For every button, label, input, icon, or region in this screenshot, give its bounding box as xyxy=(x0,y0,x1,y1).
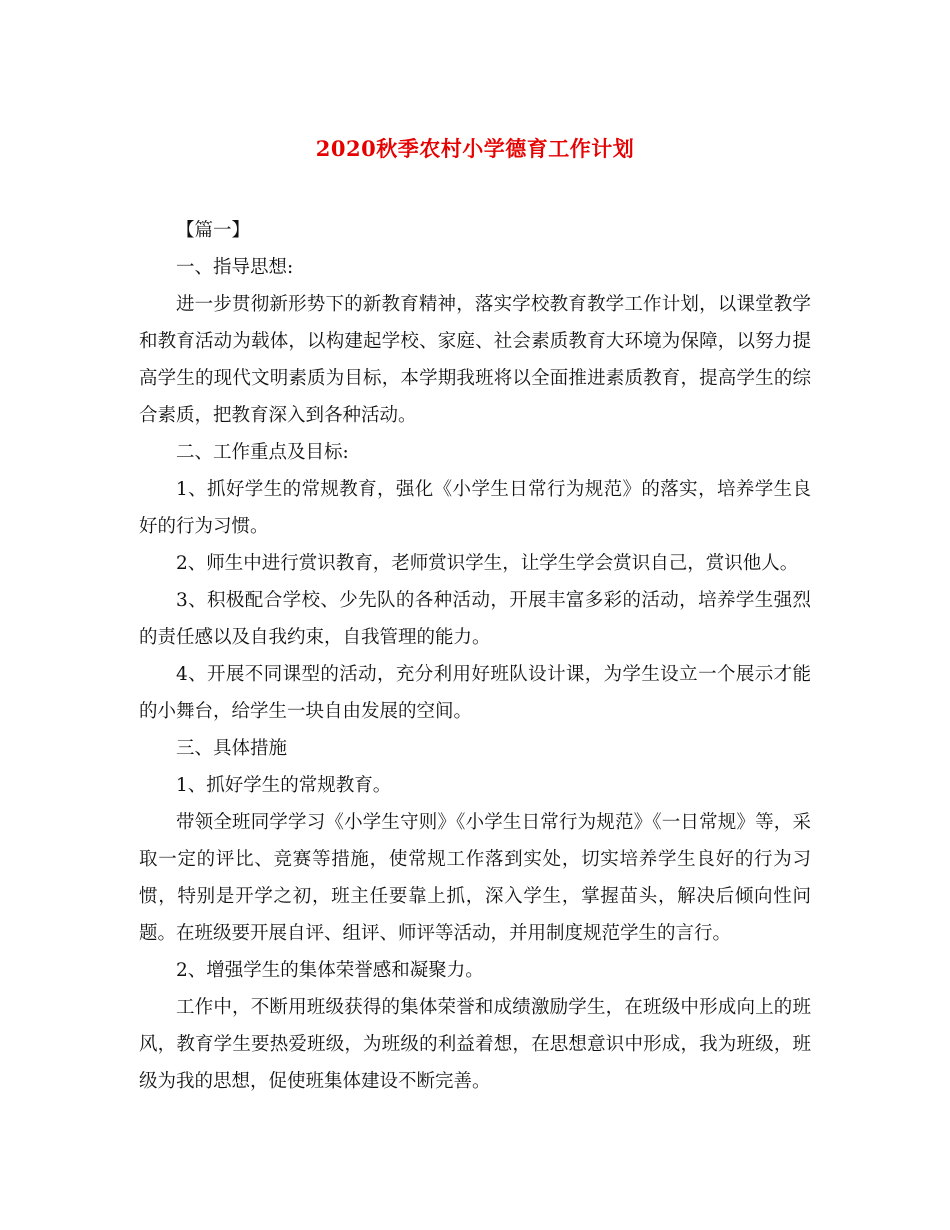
paragraph: 3、积极配合学校、少先队的各种活动，开展丰富多彩的活动，培养学生强烈的责任感以及自我约束，自我管理的能力。 xyxy=(139,590,811,648)
paragraph: 工作中，不断用班级获得的集体荣誉和成绩激励学生，在班级中形成向上的班风，教育学生要热爱班级，为班级的利益着想，在思想意识中形成，我为班级，班级为我的思想，促使班集体建设不断完善。 xyxy=(139,997,811,1092)
paragraph: 1、抓好学生的常规教育。 xyxy=(176,775,392,796)
section-heading-measures: 三、具体措施 xyxy=(176,738,288,759)
section-heading-focus-goals: 二、工作重点及目标: xyxy=(176,442,349,463)
document-title: 2020秋季农村小学德育工作计划 xyxy=(315,136,635,161)
paragraph: 2、增强学生的集体荣誉感和凝聚力。 xyxy=(176,960,484,981)
paragraph: 进一步贯彻新形势下的新教育精神，落实学校教育教学工作计划，以课堂教学和教育活动为载体，以构建起学校、家庭、社会素质教育大环境为保障，以努力提高学生的现代文明素质为目标，本学期我班将以全面推进素质教育，提高学生的综合素质，把教育深入到各种活动。 xyxy=(139,294,811,426)
paragraph: 1、抓好学生的常规教育，强化《小学生日常行为规范》的落实，培养学生良好的行为习惯。 xyxy=(139,479,811,537)
document-body xyxy=(139,212,811,1100)
section-heading-guiding-ideology: 一、指导思想: xyxy=(176,257,294,278)
paragraph: 4、开展不同课型的活动，充分利用好班队设计课，为学生设立一个展示才能的小舞台，给学生一块自由发展的空间。 xyxy=(139,664,811,722)
paragraph: 带领全班同学学习《小学生守则》《小学生日常行为规范》《一日常规》等，采取一定的评比、竞赛等措施，使常规工作落到实处，切实培养学生良好的行为习惯，特别是开学之初，班主任要靠上抓，深入学生，掌握苗头，解决后倾向性问题。在班级要开展自评、组评、师评等活动，并用制度规范学生的言行。 xyxy=(139,812,811,944)
part-heading: 【篇一】 xyxy=(176,220,251,241)
paragraph: 2、师生中进行赏识教育，老师赏识学生，让学生学会赏识自己，赏识他人。 xyxy=(176,553,799,574)
